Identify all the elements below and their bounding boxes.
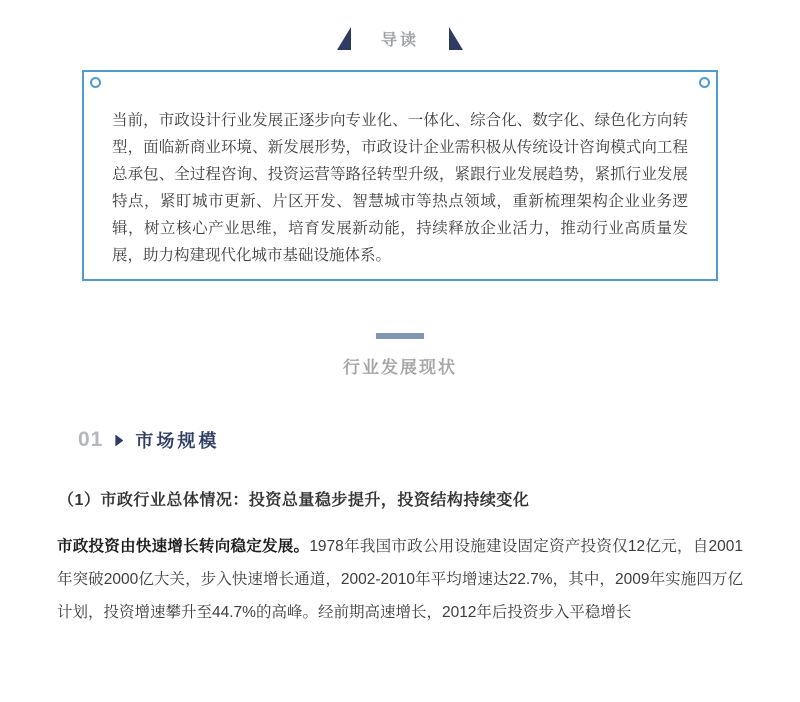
intro-box [82, 70, 718, 281]
corner-ring-left-icon [90, 77, 101, 88]
subsection-title: 市场规模 [135, 431, 220, 451]
body-text: 1978年我国市政公用设施建设固定资产投资仅12亿元，自2001年突破2000亿大关，步入快速增长通道，2002-2010年平均增速达22.7%，其中，2009年实施四万亿计划，投资增速攀升至44.7%的高峰。经前期高速增长，2012年后投资步入平稳增长 [57, 538, 743, 621]
intro-header [0, 27, 800, 50]
body-lead-sentence: 市政投资由快速增长转向稳定发展。 [57, 538, 310, 555]
intro-paragraph: 当前，市政设计行业发展正逐步向专业化、一体化、综合化、数字化、绿色化方向转型，面临新商业环境、新发展形势，市政设计企业需积极从传统设计咨询模式向工程总承包、全过程咨询、投资运营等路径转型升级，紧跟行业发展趋势，紧抓行业发展特点，紧盯城市更新、片区开发、智慧城市等热点领域，重新梳理架构企业业务逻辑，树立核心产业思维，培育发展新动能，持续释放企业活力，推动行业高质量发展，助力构建现代化城市基础设施体系。 [112, 112, 688, 264]
section-divider [0, 333, 800, 378]
subsection-header [78, 427, 219, 453]
right-flag-icon [449, 27, 463, 50]
subsection-number: 01 [78, 428, 104, 451]
body-paragraph [57, 530, 743, 629]
subheading: （1）市政行业总体情况：投资总量稳步提升，投资结构持续变化 [58, 492, 530, 509]
divider-bar-icon [376, 333, 424, 339]
section-title: 行业发展现状 [343, 358, 457, 377]
bullet-triangle-icon [115, 435, 123, 447]
intro-header-label: 导读 [380, 32, 419, 49]
left-flag-icon [337, 27, 351, 50]
corner-ring-right-icon [699, 77, 710, 88]
